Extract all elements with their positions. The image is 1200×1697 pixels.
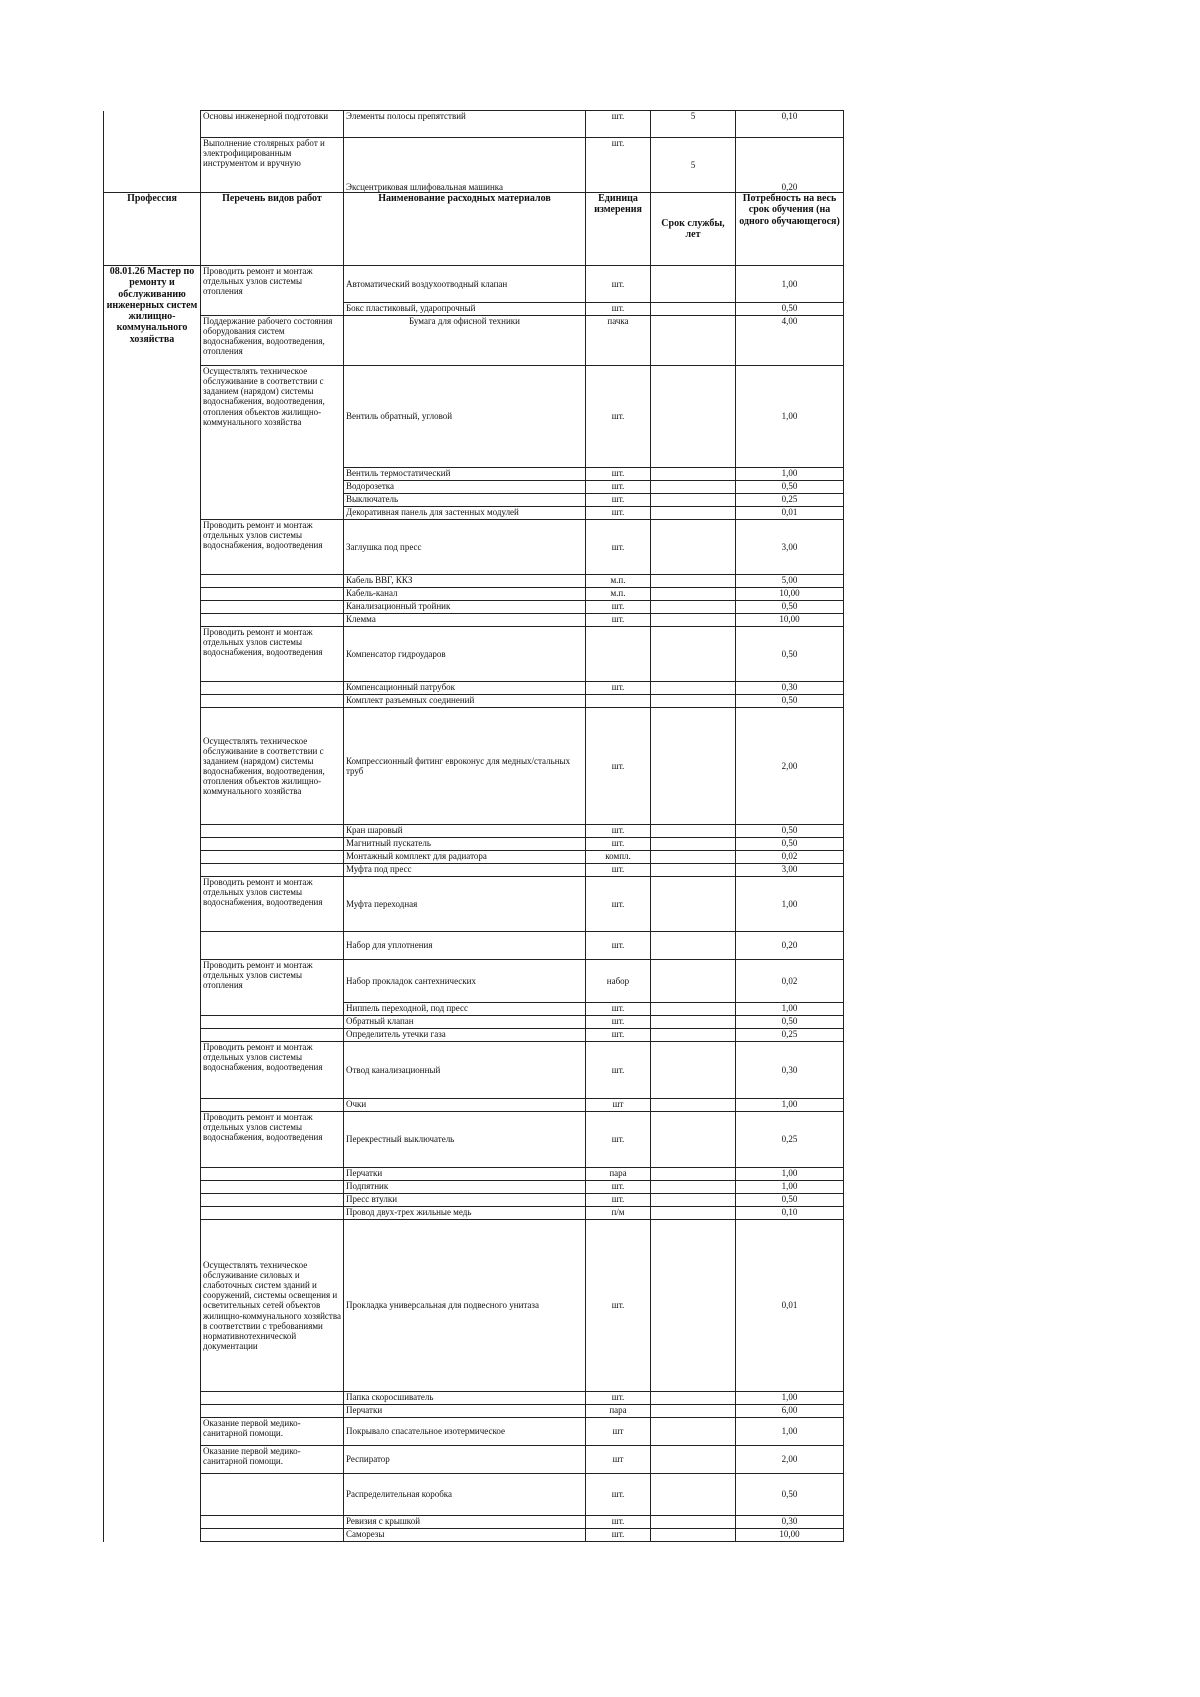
life-cell [651,1042,736,1099]
need-cell: 0,10 [736,1207,844,1220]
need-cell: 0,50 [736,1194,844,1207]
need-cell: 0,50 [736,1016,844,1029]
life-cell: 5 [651,111,736,138]
table-row [104,1168,844,1181]
need-cell: 5,00 [736,575,844,588]
works-cell: Проводить ремонт и монтаж отдельных узлов системы водоснабжения, водоотведения [201,520,344,575]
works-cell: Осуществлять техническое обслуживание в соответствии с заданием (нарядом) системы водоснабжения, водоотведения, отопления объектов жилищно-коммунального хозяйства [201,366,344,520]
table-row [104,864,844,877]
material-cell: Компенсационный патрубок [344,682,586,695]
material-cell: Кабель ВВГ, ККЗ [344,575,586,588]
works-cell [201,825,344,838]
life-cell [651,851,736,864]
unit-cell: шт. [586,864,651,877]
works-cell [201,682,344,695]
life-cell [651,1207,736,1220]
table-row [104,601,844,614]
table-row [104,1042,844,1099]
material-cell: Набор прокладок сантехнических [344,960,586,1003]
material-cell: Провод двух-трех жильные медь [344,1207,586,1220]
material-cell: Вентиль термостатический [344,468,586,481]
works-cell: Проводить ремонт и монтаж отдельных узлов системы водоснабжения, водоотведения [201,1112,344,1168]
need-cell: 0,01 [736,507,844,520]
material-cell: Отвод канализационный [344,1042,586,1099]
need-cell: 1,00 [736,468,844,481]
material-cell: Заглушка под пресс [344,520,586,575]
material-cell: Канализационный тройник [344,601,586,614]
material-cell: Покрывало спасательное изотермическое [344,1418,586,1446]
table-row [104,838,844,851]
life-cell [651,1003,736,1016]
need-cell: 0,20 [736,932,844,960]
material-cell: Компрессионный фитинг евроконус для медных/стальных труб [344,708,586,825]
unit-cell: шт. [586,825,651,838]
material-cell: Муфта под пресс [344,864,586,877]
works-cell: Поддержание рабочего состояния оборудования систем водоснабжения, водоотведения, отопления [201,316,344,366]
works-cell [201,932,344,960]
works-cell [201,1405,344,1418]
unit-cell: шт. [586,481,651,494]
unit-cell: шт [586,1446,651,1474]
works-cell: Выполнение столярных работ и электрофицированным инструментом и вручную [201,138,344,193]
unit-cell: шт. [586,111,651,138]
need-cell: 0,02 [736,960,844,1003]
unit-cell [586,627,651,682]
table-row [104,520,844,575]
life-cell [651,708,736,825]
unit-cell: шт. [586,468,651,481]
life-cell [651,825,736,838]
life-cell [651,1112,736,1168]
need-cell: 10,00 [736,1529,844,1542]
header-need: Потребность на весь срок обучения (на одного обучающегося) [736,193,844,266]
works-cell [201,1029,344,1042]
unit-cell: шт. [586,1220,651,1392]
life-cell [651,1194,736,1207]
unit-cell: шт. [586,1112,651,1168]
unit-cell: шт. [586,1529,651,1542]
table-row [104,1446,844,1474]
profession-cell [104,138,201,193]
works-cell: Проводить ремонт и монтаж отдельных узлов системы отопления [201,266,344,316]
works-cell [201,864,344,877]
life-cell [651,494,736,507]
need-cell: 0,50 [736,838,844,851]
need-cell: 1,00 [736,1168,844,1181]
works-cell: Осуществлять техническое обслуживание в соответствии с заданием (нарядом) системы водоснабжения, водоотведения, отопления объектов жилищно-коммунального хозяйства [201,708,344,825]
table-row [104,1099,844,1112]
unit-cell: м.п. [586,575,651,588]
material-cell: Ревизия с крышкой [344,1516,586,1529]
life-cell [651,575,736,588]
life-cell [651,316,736,366]
life-cell [651,627,736,682]
life-cell [651,1168,736,1181]
table-row [104,1392,844,1405]
table-row [104,708,844,825]
material-cell: Очки [344,1099,586,1112]
life-cell [651,1029,736,1042]
life-cell [651,266,736,303]
need-cell: 2,00 [736,1446,844,1474]
unit-cell: шт. [586,708,651,825]
life-cell [651,864,736,877]
unit-cell: пара [586,1405,651,1418]
unit-cell: шт. [586,1029,651,1042]
works-cell [201,1516,344,1529]
unit-cell: набор [586,960,651,1003]
life-cell [651,303,736,316]
need-cell: 1,00 [736,877,844,932]
need-cell: 0,30 [736,1042,844,1099]
table-row [104,877,844,932]
header-life: Срок службы, лет [651,193,736,266]
table-row [104,1194,844,1207]
life-cell [651,366,736,468]
life-cell [651,507,736,520]
header-works: Перечень видов работ [201,193,344,266]
life-cell [651,468,736,481]
unit-cell: шт. [586,682,651,695]
material-cell: Эксцентриковая шлифовальная машинка [344,138,586,193]
table-row [104,1474,844,1516]
life-cell [651,481,736,494]
works-cell [201,575,344,588]
need-cell: 0,02 [736,851,844,864]
material-cell: Муфта переходная [344,877,586,932]
need-cell: 2,00 [736,708,844,825]
material-cell: Ниппель переходной, под пресс [344,1003,586,1016]
unit-cell: пара [586,1168,651,1181]
material-cell: Определитель утечки газа [344,1029,586,1042]
material-cell: Бокс пластиковый, ударопрочный [344,303,586,316]
unit-cell: шт. [586,1392,651,1405]
table-header-row [104,193,844,266]
need-cell: 1,00 [736,266,844,303]
need-cell: 1,00 [736,366,844,468]
unit-cell: шт. [586,1042,651,1099]
unit-cell: шт. [586,614,651,627]
life-cell [651,520,736,575]
material-cell: Набор для уплотнения [344,932,586,960]
works-cell: Оказание первой медико-санитарной помощи. [201,1446,344,1474]
life-cell [651,877,736,932]
works-cell [201,588,344,601]
need-cell: 0,25 [736,494,844,507]
life-cell [651,1220,736,1392]
table-row [104,1529,844,1542]
table-row [104,1405,844,1418]
need-cell: 0,10 [736,111,844,138]
table-row [104,266,844,303]
unit-cell: шт. [586,1516,651,1529]
table-row [104,111,844,138]
material-cell: Клемма [344,614,586,627]
table-row [104,932,844,960]
table-row [104,825,844,838]
table-row [104,1516,844,1529]
works-cell [201,601,344,614]
header-unit: Единица измерения [586,193,651,266]
unit-cell: компл. [586,851,651,864]
unit-cell: шт. [586,1194,651,1207]
material-cell: Респиратор [344,1446,586,1474]
need-cell: 1,00 [736,1418,844,1446]
unit-cell: шт. [586,303,651,316]
table-row [104,588,844,601]
table-row [104,1016,844,1029]
material-cell: Кабель-канал [344,588,586,601]
table-row [104,682,844,695]
material-cell: Перекрестный выключатель [344,1112,586,1168]
life-cell [651,1016,736,1029]
need-cell: 0,50 [736,601,844,614]
life-cell [651,695,736,708]
table-row [104,366,844,468]
life-cell [651,1474,736,1516]
material-cell: Водорозетка [344,481,586,494]
unit-cell: шт. [586,838,651,851]
table-row [104,1112,844,1168]
works-cell [201,1392,344,1405]
material-cell: Магнитный пускатель [344,838,586,851]
table-row [104,960,844,1003]
table-row [104,614,844,627]
header-material: Наименование расходных материалов [344,193,586,266]
life-cell [651,960,736,1003]
need-cell: 0,25 [736,1112,844,1168]
life-cell [651,1392,736,1405]
table-row [104,1207,844,1220]
materials-table [103,110,844,1542]
works-cell [201,695,344,708]
works-cell: Основы инженерной подготовки [201,111,344,138]
need-cell: 1,00 [736,1003,844,1016]
unit-cell: м.п. [586,588,651,601]
works-cell [201,1194,344,1207]
life-cell [651,1529,736,1542]
life-cell [651,1418,736,1446]
material-cell: Бумага для офисной техники [344,316,586,366]
material-cell: Компенсатор гидроударов [344,627,586,682]
works-cell [201,1168,344,1181]
works-cell [201,851,344,864]
unit-cell [586,695,651,708]
need-cell: 4,00 [736,316,844,366]
material-cell: Перчатки [344,1168,586,1181]
unit-cell: шт [586,1418,651,1446]
works-cell [201,1181,344,1194]
need-cell: 0,20 [736,138,844,193]
need-cell: 1,00 [736,1181,844,1194]
works-cell: Проводить ремонт и монтаж отдельных узлов системы водоснабжения, водоотведения [201,627,344,682]
table-row [104,851,844,864]
works-cell: Проводить ремонт и монтаж отдельных узлов системы водоснабжения, водоотведения [201,1042,344,1099]
life-cell [651,1405,736,1418]
need-cell: 1,00 [736,1392,844,1405]
need-cell: 6,00 [736,1405,844,1418]
unit-cell: пачка [586,316,651,366]
works-cell [201,1474,344,1516]
life-cell: 5 [651,138,736,193]
life-cell [651,601,736,614]
works-cell [201,1207,344,1220]
table-row [104,1220,844,1392]
need-cell: 0,50 [736,481,844,494]
life-cell [651,614,736,627]
life-cell [651,1446,736,1474]
need-cell: 0,01 [736,1220,844,1392]
works-cell: Проводить ремонт и монтаж отдельных узлов системы отопления [201,960,344,1016]
need-cell: 0,50 [736,303,844,316]
material-cell: Обратный клапан [344,1016,586,1029]
unit-cell: шт. [586,1181,651,1194]
works-cell [201,1529,344,1542]
table-row [104,575,844,588]
unit-cell: шт. [586,1003,651,1016]
need-cell: 0,50 [736,627,844,682]
profession-cell [104,111,201,138]
material-cell: Декоративная панель для застенных модулей [344,507,586,520]
unit-cell: шт. [586,138,651,193]
works-cell: Проводить ремонт и монтаж отдельных узлов системы водоснабжения, водоотведения [201,877,344,932]
table-row [104,1418,844,1446]
need-cell: 0,50 [736,825,844,838]
material-cell: Комплект разъемных соединений [344,695,586,708]
unit-cell: п/м [586,1207,651,1220]
material-cell: Перчатки [344,1405,586,1418]
material-cell: Подпятник [344,1181,586,1194]
works-cell [201,1099,344,1112]
life-cell [651,588,736,601]
material-cell: Кран шаровый [344,825,586,838]
material-cell: Вентиль обратный, угловой [344,366,586,468]
profession-cell: 08.01.26 Мастер по ремонту и обслуживанию инженерных систем жилищно-коммунального хозяйства [104,266,201,1542]
works-cell: Оказание первой медико-санитарной помощи. [201,1418,344,1446]
unit-cell: шт. [586,932,651,960]
table-row [104,1029,844,1042]
table-row [104,695,844,708]
material-cell: Пресс втулки [344,1194,586,1207]
material-cell: Распределительная коробка [344,1474,586,1516]
material-cell: Саморезы [344,1529,586,1542]
works-cell: Осуществлять техническое обслуживание силовых и слаботочных систем зданий и сооружений, системы освещения и осветительных сетей объектов жилищно-коммунального хозяйства в соответствии с требованиями нормативнотехнической документации [201,1220,344,1392]
unit-cell: шт. [586,266,651,303]
material-cell: Элементы полосы препятствий [344,111,586,138]
table-row [104,1181,844,1194]
material-cell: Папка скоросшиватель [344,1392,586,1405]
need-cell: 10,00 [736,614,844,627]
need-cell: 10,00 [736,588,844,601]
unit-cell: шт. [586,877,651,932]
material-cell: Автоматический воздухоотводный клапан [344,266,586,303]
works-cell [201,838,344,851]
need-cell: 0,50 [736,695,844,708]
need-cell: 3,00 [736,520,844,575]
life-cell [651,682,736,695]
table-row [104,316,844,366]
material-cell: Прокладка универсальная для подвесного унитаза [344,1220,586,1392]
material-cell: Монтажный комплект для радиатора [344,851,586,864]
life-cell [651,1516,736,1529]
unit-cell: шт. [586,1016,651,1029]
life-cell [651,932,736,960]
unit-cell: шт. [586,494,651,507]
need-cell: 1,00 [736,1099,844,1112]
unit-cell: шт. [586,507,651,520]
header-profession: Профессия [104,193,201,266]
need-cell: 3,00 [736,864,844,877]
unit-cell: шт. [586,520,651,575]
works-cell [201,1016,344,1029]
need-cell: 0,30 [736,682,844,695]
table-row [104,138,844,193]
unit-cell: шт. [586,366,651,468]
works-cell [201,614,344,627]
unit-cell: шт [586,1099,651,1112]
need-cell: 0,30 [736,1516,844,1529]
life-cell [651,1181,736,1194]
need-cell: 0,50 [736,1474,844,1516]
need-cell: 0,25 [736,1029,844,1042]
life-cell [651,838,736,851]
unit-cell: шт. [586,1474,651,1516]
unit-cell: шт. [586,601,651,614]
table-row [104,627,844,682]
life-cell [651,1099,736,1112]
material-cell: Выключатель [344,494,586,507]
